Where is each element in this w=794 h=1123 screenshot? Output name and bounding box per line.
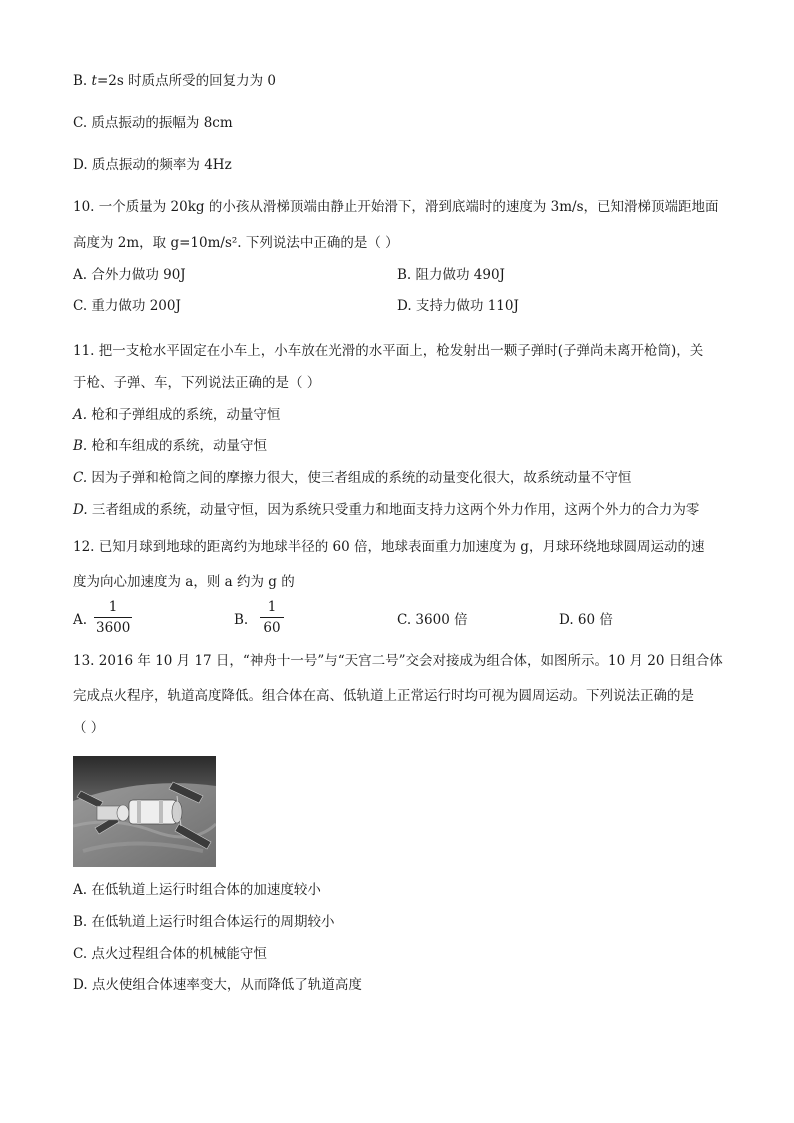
- fraction-bar: [94, 617, 132, 618]
- fraction-numerator: 1: [108, 599, 118, 615]
- q11-option-b: B. 枪和车组成的系统，动量守恒: [73, 438, 268, 454]
- q11-option-d: D. 三者组成的系统，动量守恒，因为系统只受重力和地面支持力这两个外力作用，这两个外力的合力为零: [73, 502, 700, 518]
- q10-option-c: C. 重力做功 200J: [73, 298, 181, 314]
- shenzhou-spacecraft: [97, 805, 129, 821]
- q12-option-a-fraction: [94, 598, 132, 637]
- tiangong-station: [129, 800, 182, 824]
- q13-option-a: A. 在低轨道上运行时组合体的加速度较小: [73, 882, 321, 898]
- q12-option-c: C. 3600 倍: [397, 612, 468, 628]
- q12-option-b-fraction: [260, 598, 284, 637]
- q10-stem-line1: 10. 一个质量为 20kg 的小孩从滑梯顶端由静止开始滑下，滑到底端时的速度为 3m/s，已知滑梯顶端距地面: [73, 199, 719, 215]
- fraction-numerator: 1: [267, 599, 277, 615]
- q13-option-c: C. 点火过程组合体的机械能守恒: [73, 946, 267, 962]
- q11-stem-line2: 于枪、子弹、车，下列说法正确的是（ ）: [73, 375, 321, 391]
- fraction-denominator: 60: [263, 620, 281, 636]
- q10-option-a: A. 合外力做功 90J: [73, 267, 186, 283]
- q9-option-b: B. t=2s 时质点所受的回复力为 0: [73, 73, 276, 89]
- q12-stem-line1: 12. 已知月球到地球的距离约为地球半径的 60 倍，地球表面重力加速度为 g，月球环绕地球圆周运动的速: [73, 539, 705, 555]
- q13-option-d: D. 点火使组合体速率变大，从而降低了轨道高度: [73, 977, 362, 993]
- spacecraft-docking-photo: [73, 756, 216, 867]
- fraction-bar: [260, 617, 284, 618]
- q10-option-d: D. 支持力做功 110J: [397, 298, 519, 314]
- q13-stem-line3: （ ）: [73, 720, 105, 736]
- q12-option-b-label: B.: [234, 612, 249, 628]
- q10-stem-line2: 高度为 2m，取 g=10m/s². 下列说法中正确的是（ ）: [73, 235, 399, 251]
- q12-option-a-label: A.: [73, 612, 88, 628]
- q9-option-d: D. 质点振动的频率为 4Hz: [73, 157, 232, 173]
- q11-stem-line1: 11. 把一支枪水平固定在小车上，小车放在光滑的水平面上，枪发射出一颗子弹时(子弹尚未离开枪筒)，关: [73, 343, 704, 359]
- q13-option-b: B. 在低轨道上运行时组合体运行的周期较小: [73, 914, 335, 930]
- fraction-denominator: 3600: [96, 620, 131, 636]
- q13-stem-line1: 13. 2016 年 10 月 17 日，“神舟十一号”与“天宫二号”交会对接成为组合体，如图所示。10 月 20 日组合体: [73, 653, 723, 669]
- q11-option-c: C. 因为子弹和枪筒之间的摩擦力很大，使三者组成的系统的动量变化很大，故系统动量不守恒: [73, 470, 632, 486]
- q11-option-a: A. 枪和子弹组成的系统，动量守恒: [73, 407, 281, 423]
- q10-option-b: B. 阻力做功 490J: [397, 267, 505, 283]
- q12-stem-line2: 度为向心加速度为 a，则 a 约为 g 的: [73, 574, 295, 590]
- q12-option-d: D. 60 倍: [559, 612, 613, 628]
- q13-stem-line2: 完成点火程序，轨道高度降低。组合体在高、低轨道上正常运行时均可视为圆周运动。下列说法正确的是: [73, 688, 694, 704]
- q9-option-c: C. 质点振动的振幅为 8cm: [73, 115, 233, 131]
